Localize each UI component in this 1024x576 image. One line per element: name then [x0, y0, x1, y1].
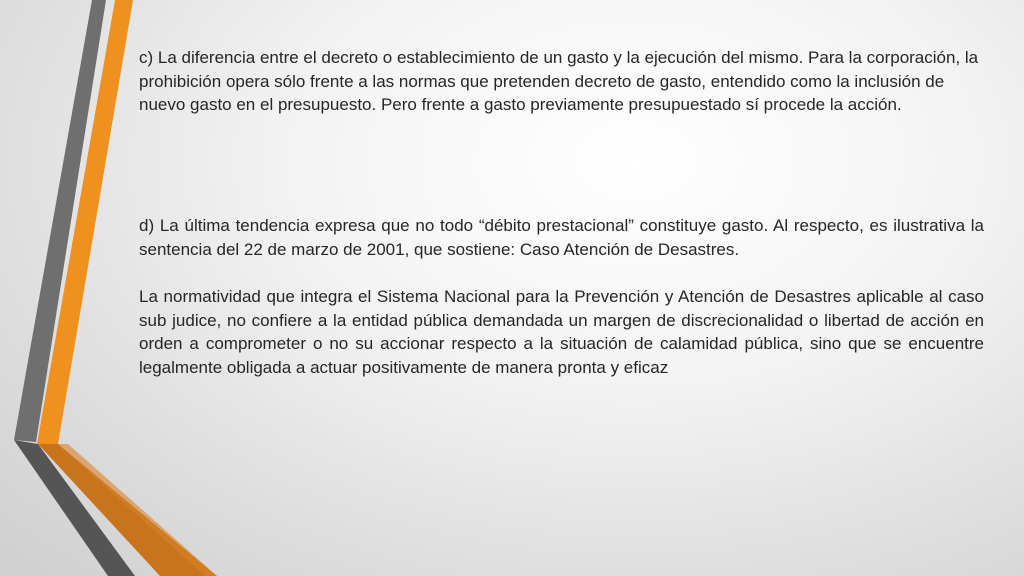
paragraph-e: La normatividad que integra el Sistema Nacional para la Prevención y Atención de Desastres aplicable al caso sub judice, no confiere a la entidad pública demandada un margen de discrecionalidad o libertad de acción en orden a comprometer o no su accionar respecto a la situación de calamidad pública, sino que se encuentre legalmente obligada a actuar positivamente de manera pronta y eficaz — [139, 287, 984, 377]
paragraph-d: d) La última tendencia expresa que no todo “débito prestacional” constituye gasto. Al respecto, es ilustrativa la sentencia del 22 de marzo de 2001, que sostiene: Caso Atención de Desastres. — [139, 216, 984, 259]
paragraph-c: c) La diferencia entre el decreto o establecimiento de un gasto y la ejecución del mismo. Para la corporación, la prohibición opera sólo frente a las normas que pretenden decreto de gasto, entendido como la inclusión de nuevo gasto en el presupuesto. Pero frente a gasto previamente presupuestado sí procede la acción. — [139, 48, 979, 114]
